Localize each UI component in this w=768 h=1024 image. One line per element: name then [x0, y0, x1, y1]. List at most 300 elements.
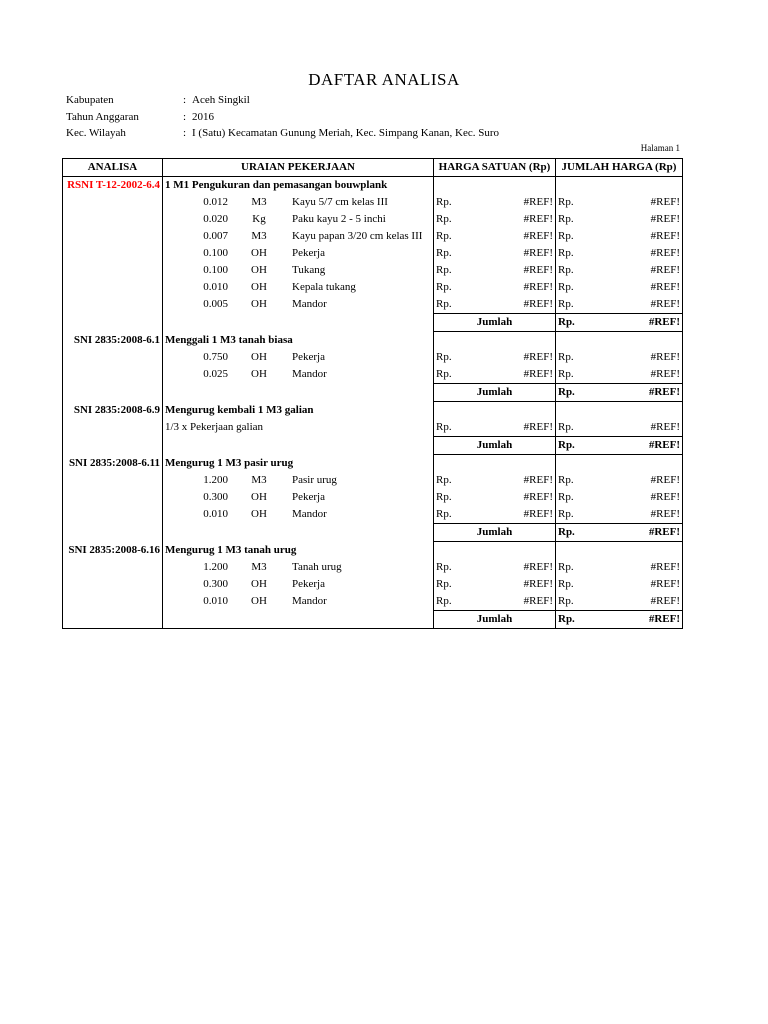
unit-price-cell [434, 245, 556, 262]
item-line [165, 195, 431, 210]
ref-value: #REF! [650, 421, 680, 433]
table-row [63, 419, 683, 437]
header-jumlah-harga: JUMLAH HARGA (Rp) [556, 159, 683, 177]
currency-label: Rp. [436, 213, 452, 225]
ref-value: #REF! [523, 421, 553, 433]
item-line [165, 280, 431, 295]
price-pair [436, 246, 553, 261]
ref-value: #REF! [650, 264, 680, 276]
ref-value: #REF! [650, 298, 680, 310]
item-line [165, 263, 431, 278]
currency-label: Rp. [436, 281, 452, 293]
unit-price-cell [434, 279, 556, 296]
item-coefficient: 0.300 [203, 491, 228, 503]
table-row [63, 262, 683, 279]
unit-price-cell [434, 366, 556, 384]
meta-colon: : [183, 94, 187, 106]
item-description-cell [163, 576, 434, 593]
unit-price-cell [434, 593, 556, 611]
currency-label: Rp. [558, 316, 575, 328]
price-pair [436, 367, 553, 382]
empty-cell [556, 402, 683, 420]
unit-price-cell [434, 194, 556, 211]
currency-label: Rp. [558, 613, 575, 625]
task-title: 1 M1 Pengukuran dan pemasangan bouwplank [163, 177, 434, 195]
empty-cell [434, 402, 556, 420]
empty-cell [63, 228, 163, 245]
table-row [63, 576, 683, 593]
meta-colon: : [183, 127, 187, 139]
sum-total-cell [556, 524, 683, 542]
currency-label: Rp. [436, 298, 452, 310]
ref-value: #REF! [523, 264, 553, 276]
task-title: Mengurug kembali 1 M3 galian [163, 402, 434, 420]
currency-label: Rp. [436, 491, 452, 503]
total-price-cell [556, 349, 683, 366]
price-pair [436, 594, 553, 609]
item-unit: OH [251, 595, 267, 608]
empty-cell [63, 211, 163, 228]
item-line [165, 246, 431, 261]
currency-label: Rp. [558, 230, 574, 242]
currency-label: Rp. [558, 595, 574, 607]
table-row [63, 245, 683, 262]
table-row [63, 279, 683, 296]
currency-label: Rp. [436, 421, 452, 433]
price-pair [436, 212, 553, 227]
ref-value: #REF! [650, 213, 680, 225]
item-description-cell [163, 349, 434, 366]
item-description: Pekerja [292, 578, 325, 590]
ref-value: #REF! [523, 508, 553, 520]
empty-cell [556, 455, 683, 473]
item-description: Pekerja [292, 247, 325, 259]
meta-value: I (Satu) Kecamatan Gunung Meriah, Kec. Simpang Kanan, Kec. Suro [192, 127, 499, 139]
ref-value: #REF! [650, 508, 680, 520]
sum-total-cell [556, 384, 683, 402]
empty-cell [63, 349, 163, 366]
unit-price-cell [434, 506, 556, 524]
total-price-cell [556, 576, 683, 593]
currency-label: Rp. [558, 281, 574, 293]
ref-value: #REF! [648, 613, 680, 625]
item-description: Tanah urug [292, 561, 342, 573]
currency-label: Rp. [558, 474, 574, 486]
currency-label: Rp. [558, 264, 574, 276]
item-unit: OH [251, 298, 267, 311]
currency-label: Rp. [436, 595, 452, 607]
ref-value: #REF! [650, 281, 680, 293]
currency-label: Rp. [558, 421, 574, 433]
header-uraian: URAIAN PEKERJAAN [163, 159, 434, 177]
ref-value: #REF! [650, 247, 680, 259]
item-line [165, 212, 431, 227]
sum-label: Jumlah [434, 437, 556, 455]
empty-cell [63, 506, 163, 524]
empty-cell [63, 576, 163, 593]
currency-label: Rp. [436, 561, 452, 573]
total-price-cell [556, 245, 683, 262]
total-price-cell [556, 559, 683, 576]
section-heading-row [63, 332, 683, 350]
currency-label: Rp. [558, 561, 574, 573]
item-unit: M3 [251, 230, 267, 242]
empty-cell [63, 419, 163, 437]
item-description: Kayu 5/7 cm kelas III [292, 196, 388, 208]
empty-cell [63, 262, 163, 279]
currency-label: Rp. [436, 474, 452, 486]
ref-value: #REF! [523, 230, 553, 242]
currency-label: Rp. [436, 264, 452, 276]
task-title: Menggali 1 M3 tanah biasa [163, 332, 434, 350]
item-description-cell [163, 211, 434, 228]
item-description: Mandor [292, 508, 327, 521]
unit-price-cell [434, 559, 556, 576]
price-pair [558, 438, 680, 453]
sum-total-cell [556, 611, 683, 629]
currency-label: Rp. [558, 386, 575, 398]
empty-cell [163, 524, 434, 542]
meta-colon: : [183, 111, 187, 123]
meta-value: Aceh Singkil [192, 94, 250, 106]
ref-value: #REF! [523, 298, 553, 310]
currency-label: Rp. [436, 368, 452, 380]
price-pair [558, 212, 680, 227]
item-unit: OH [251, 508, 267, 521]
empty-cell [434, 542, 556, 560]
item-description: Kepala tukang [292, 281, 356, 293]
header-analisa: ANALISA [63, 159, 163, 177]
ref-value: #REF! [650, 474, 680, 486]
item-description-cell [163, 228, 434, 245]
unit-price-cell [434, 211, 556, 228]
ref-value: #REF! [650, 196, 680, 208]
unit-price-cell [434, 228, 556, 245]
item-unit: M3 [251, 196, 267, 208]
empty-cell [556, 542, 683, 560]
price-pair [436, 297, 553, 312]
item-line [165, 577, 431, 592]
currency-label: Rp. [436, 351, 452, 363]
price-pair [558, 577, 680, 592]
ref-value: #REF! [523, 578, 553, 590]
empty-cell [434, 455, 556, 473]
currency-label: Rp. [558, 439, 575, 451]
sum-label: Jumlah [434, 524, 556, 542]
unit-price-cell [434, 576, 556, 593]
analysis-code: SNI 2835:2008-6.9 [63, 402, 163, 420]
total-price-cell [556, 262, 683, 279]
item-description: Mandor [292, 368, 327, 381]
item-line [165, 594, 431, 609]
ref-value: #REF! [648, 386, 680, 398]
empty-cell [63, 472, 163, 489]
empty-cell [163, 611, 434, 629]
analysis-table [62, 158, 683, 629]
page-number: Halaman 1 [640, 143, 680, 153]
sum-label: Jumlah [434, 314, 556, 332]
price-pair [558, 246, 680, 261]
meta-label: Kec. Wilayah [66, 127, 126, 139]
item-unit: OH [251, 578, 267, 590]
item-coefficient: 0.010 [203, 281, 228, 293]
empty-cell [556, 332, 683, 350]
price-pair [436, 350, 553, 365]
ref-value: #REF! [523, 474, 553, 486]
item-description: Tukang [292, 264, 326, 276]
sum-total-cell [556, 437, 683, 455]
unit-price-cell [434, 489, 556, 506]
currency-label: Rp. [558, 491, 574, 503]
table-row [63, 506, 683, 524]
header-harga-satuan: HARGA SATUAN (Rp) [434, 159, 556, 177]
ref-value: #REF! [523, 368, 553, 380]
currency-label: Rp. [558, 298, 574, 310]
total-price-cell [556, 489, 683, 506]
sum-label: Jumlah [434, 611, 556, 629]
item-description: Kayu papan 3/20 cm kelas III [292, 230, 423, 242]
empty-cell [434, 177, 556, 195]
currency-label: Rp. [558, 508, 574, 520]
empty-cell [63, 384, 163, 402]
item-description: Pekerja [292, 491, 325, 503]
table-row [63, 211, 683, 228]
item-coefficient: 0.300 [203, 578, 228, 590]
item-description-cell [163, 279, 434, 296]
price-pair [436, 280, 553, 295]
sum-row [63, 437, 683, 455]
currency-label: Rp. [558, 578, 574, 590]
total-price-cell [556, 506, 683, 524]
section-heading-row [63, 402, 683, 420]
item-line [165, 229, 431, 244]
item-coefficient: 0.025 [203, 368, 228, 381]
currency-label: Rp. [558, 351, 574, 363]
total-price-cell [556, 296, 683, 314]
currency-label: Rp. [558, 213, 574, 225]
item-description-cell [163, 506, 434, 524]
price-pair [558, 280, 680, 295]
item-description-cell [163, 489, 434, 506]
item-coefficient: 0.010 [203, 508, 228, 521]
price-pair [436, 560, 553, 575]
price-pair [558, 229, 680, 244]
empty-cell [63, 559, 163, 576]
item-coefficient: 0.012 [203, 196, 228, 208]
ref-value: #REF! [650, 595, 680, 607]
empty-cell [163, 314, 434, 332]
ref-value: #REF! [523, 491, 553, 503]
price-pair [558, 420, 680, 435]
section-heading-row [63, 177, 683, 195]
item-description-cell [163, 194, 434, 211]
item-description-cell [163, 245, 434, 262]
item-coefficient: 0.100 [203, 264, 228, 276]
item-description-cell [163, 419, 434, 437]
price-pair [558, 297, 680, 312]
item-description: Mandor [292, 298, 327, 311]
price-pair [558, 263, 680, 278]
empty-cell [63, 489, 163, 506]
price-pair [558, 594, 680, 609]
analysis-code: RSNI T-12-2002-6.4 [63, 177, 163, 195]
unit-price-cell [434, 296, 556, 314]
item-description-cell [163, 296, 434, 314]
empty-cell [556, 177, 683, 195]
ref-value: #REF! [650, 561, 680, 573]
price-pair [558, 315, 680, 330]
item-line [165, 560, 431, 575]
price-pair [558, 612, 680, 627]
empty-cell [63, 524, 163, 542]
table-row [63, 472, 683, 489]
item-line [165, 473, 431, 488]
currency-label: Rp. [436, 247, 452, 259]
currency-label: Rp. [558, 247, 574, 259]
empty-cell [63, 296, 163, 314]
item-description-cell [163, 559, 434, 576]
total-price-cell [556, 419, 683, 437]
table-row [63, 296, 683, 314]
table-row [63, 593, 683, 611]
item-unit: M3 [251, 474, 267, 486]
unit-price-cell [434, 472, 556, 489]
price-pair [436, 507, 553, 522]
meta-label: Kabupaten [66, 94, 114, 106]
table-row [63, 366, 683, 384]
sum-total-cell [556, 314, 683, 332]
currency-label: Rp. [558, 196, 574, 208]
empty-cell [63, 437, 163, 455]
item-coefficient: 0.020 [203, 213, 228, 225]
empty-cell [63, 279, 163, 296]
ref-value: #REF! [650, 491, 680, 503]
page-title: DAFTAR ANALISA [308, 70, 460, 89]
price-pair [558, 385, 680, 400]
empty-cell [63, 314, 163, 332]
item-text: 1/3 x Pekerjaan galian [165, 421, 264, 434]
empty-cell [434, 332, 556, 350]
table-row [63, 228, 683, 245]
meta-label: Tahun Anggaran [66, 111, 139, 123]
ref-value: #REF! [648, 439, 680, 451]
item-description-cell [163, 366, 434, 384]
table-row [63, 559, 683, 576]
total-price-cell [556, 593, 683, 611]
price-pair [558, 367, 680, 382]
total-price-cell [556, 194, 683, 211]
table-header-row [63, 159, 683, 177]
item-line [165, 350, 431, 365]
empty-cell [63, 366, 163, 384]
ref-value: #REF! [523, 247, 553, 259]
item-coefficient: 0.005 [203, 298, 228, 311]
total-price-cell [556, 472, 683, 489]
item-description: Paku kayu 2 - 5 inchi [292, 213, 386, 225]
meta-value: 2016 [192, 111, 214, 123]
price-pair [436, 473, 553, 488]
unit-price-cell [434, 419, 556, 437]
empty-cell [63, 245, 163, 262]
unit-price-cell [434, 349, 556, 366]
price-pair [558, 195, 680, 210]
item-unit: Kg [252, 213, 266, 225]
empty-cell [63, 194, 163, 211]
ref-value: #REF! [523, 281, 553, 293]
ref-value: #REF! [523, 196, 553, 208]
ref-value: #REF! [650, 368, 680, 380]
item-line [165, 297, 431, 312]
total-price-cell [556, 279, 683, 296]
section-heading-row [63, 542, 683, 560]
analysis-code: SNI 2835:2008-6.16 [63, 542, 163, 560]
item-line [165, 367, 431, 382]
price-pair [558, 350, 680, 365]
item-coefficient: 0.100 [203, 247, 228, 259]
item-description-cell [163, 593, 434, 611]
item-line [165, 507, 431, 522]
total-price-cell [556, 211, 683, 228]
price-pair [436, 195, 553, 210]
item-unit: OH [251, 264, 267, 276]
table-row [63, 194, 683, 211]
item-description: Pasir urug [292, 474, 337, 486]
item-description-cell [163, 262, 434, 279]
item-unit: OH [251, 281, 267, 293]
item-coefficient: 1.200 [203, 561, 228, 573]
sum-row [63, 524, 683, 542]
currency-label: Rp. [436, 196, 452, 208]
item-coefficient: 0.007 [203, 230, 228, 242]
ref-value: #REF! [650, 230, 680, 242]
ref-value: #REF! [650, 351, 680, 363]
ref-value: #REF! [648, 526, 680, 538]
ref-value: #REF! [523, 561, 553, 573]
table-row [63, 349, 683, 366]
total-price-cell [556, 228, 683, 245]
currency-label: Rp. [436, 508, 452, 520]
empty-cell [163, 437, 434, 455]
item-unit: OH [251, 368, 267, 381]
sum-row [63, 611, 683, 629]
price-pair [436, 420, 553, 435]
section-heading-row [63, 455, 683, 473]
item-coefficient: 0.750 [203, 351, 228, 363]
price-pair [436, 577, 553, 592]
total-price-cell [556, 366, 683, 384]
analysis-code: SNI 2835:2008-6.11 [63, 455, 163, 473]
price-pair [558, 560, 680, 575]
price-pair [436, 490, 553, 505]
currency-label: Rp. [436, 230, 452, 242]
sum-row [63, 384, 683, 402]
item-line [165, 490, 431, 505]
ref-value: #REF! [523, 351, 553, 363]
ref-value: #REF! [523, 595, 553, 607]
price-pair [558, 507, 680, 522]
empty-cell [63, 611, 163, 629]
empty-cell [63, 593, 163, 611]
task-title: Mengurug 1 M3 pasir urug [163, 455, 434, 473]
table-row [63, 489, 683, 506]
currency-label: Rp. [558, 526, 575, 538]
item-description-cell [163, 472, 434, 489]
item-description: Mandor [292, 595, 327, 608]
item-unit: OH [251, 351, 267, 363]
price-pair [436, 229, 553, 244]
ref-value: #REF! [648, 316, 680, 328]
item-coefficient: 1.200 [203, 474, 228, 486]
